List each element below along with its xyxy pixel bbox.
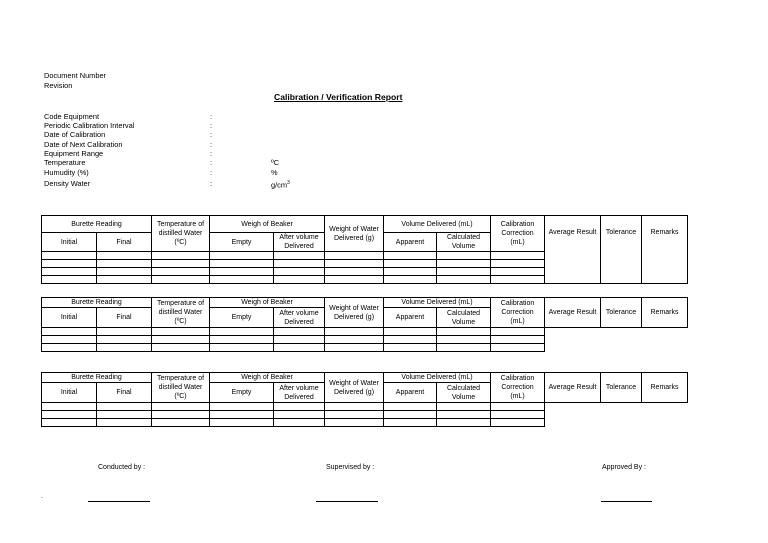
header-average-result: Average Result (545, 373, 601, 403)
field-colon: : (210, 168, 213, 177)
header-tolerance: Tolerance (601, 373, 642, 403)
header-apparent: Apparent (384, 308, 437, 328)
document-number-label: Document Number (44, 71, 107, 80)
header-average-result: Average Result (545, 298, 601, 328)
header-tolerance: Tolerance (601, 298, 642, 328)
header-after-volume: After volume Delivered (274, 233, 325, 252)
conducted-by-label: Conducted by : (98, 464, 146, 471)
field-label-date-next-calibration: Date of Next Calibration (44, 140, 123, 149)
supervised-by-label: Supervised by : (326, 464, 375, 471)
header-remarks: Remarks (642, 216, 688, 284)
header-volume-delivered: Volume Delivered (mL) (384, 373, 491, 383)
header-final: Final (97, 233, 152, 252)
calibration-table-3 (41, 372, 688, 427)
header-calculated-volume: Calculated Volume (437, 308, 491, 328)
header-calibration-correction: Calibration Correction (mL) (491, 216, 545, 252)
header-weight-of-water: Weight of Water Delivered (g) (325, 298, 384, 328)
header-initial: Initial (42, 383, 97, 403)
header-burette-reading: Burette Reading (42, 373, 152, 383)
header-initial: Initial (42, 233, 97, 252)
field-label-code-equipment: Code Equipment (44, 112, 100, 121)
field-unit-temperature: ºC (271, 158, 280, 167)
header-calibration-correction: Calibration Correction (mL) (491, 298, 545, 328)
header-average-result: Average Result (545, 216, 601, 284)
header-after-volume: After volume Delivered (274, 383, 325, 403)
header-empty: Empty (210, 308, 274, 328)
header-empty: Empty (210, 233, 274, 252)
header-burette-reading: Burette Reading (42, 216, 152, 233)
field-colon: : (210, 112, 213, 121)
header-remarks: Remarks (642, 298, 688, 328)
header-calculated-volume: Calculated Volume (437, 383, 491, 403)
header-final: Final (97, 383, 152, 403)
field-label-date-of-calibration: Date of Calibration (44, 130, 106, 139)
field-colon: : (210, 130, 213, 139)
stray-dot: . (41, 493, 43, 500)
header-weigh-of-beaker: Weigh of Beaker (210, 216, 325, 233)
calibration-table-1 (41, 215, 688, 284)
field-label-temperature: Temperature (44, 158, 86, 167)
header-tolerance: Tolerance (601, 216, 642, 284)
field-unit-humidity: % (271, 168, 278, 177)
header-temperature: Temperature of distilled Water (ºC) (152, 216, 210, 252)
header-calibration-correction: Calibration Correction (mL) (491, 373, 545, 403)
header-initial: Initial (42, 308, 97, 328)
header-empty: Empty (210, 383, 274, 403)
field-unit-density: $g/cm^3$ (271, 180, 290, 190)
table-row (42, 328, 688, 336)
field-colon: : (210, 179, 213, 188)
field-colon: : (210, 140, 213, 149)
header-remarks: Remarks (642, 373, 688, 403)
header-apparent: Apparent (384, 233, 437, 252)
field-colon: : (210, 149, 213, 158)
approved-by-label: Approved By : (602, 464, 646, 471)
table-row (42, 403, 688, 411)
header-weight-of-water: Weight of Water Delivered (g) (325, 373, 384, 403)
header-volume-delivered: Volume Delivered (mL) (384, 298, 491, 308)
field-colon: : (210, 121, 213, 130)
header-temperature: Temperature of distilled Water (ºC) (152, 298, 210, 328)
header-burette-reading: Burette Reading (42, 298, 152, 308)
header-temperature: Temperature of distilled Water (ºC) (152, 373, 210, 403)
header-volume-delivered: Volume Delivered (mL) (384, 216, 491, 233)
field-label-density-water: Density Water (44, 179, 91, 188)
header-apparent: Apparent (384, 383, 437, 403)
header-after-volume: After volume Delivered (274, 308, 325, 328)
field-label-humidity: Humudity (%) (44, 168, 89, 177)
header-weigh-of-beaker: Weigh of Beaker (210, 373, 325, 383)
supervised-by-signature-line[interactable] (316, 501, 378, 502)
conducted-by-signature-line[interactable] (88, 501, 150, 502)
field-label-calibration-interval: Periodic Calibration Interval (44, 121, 135, 130)
header-weigh-of-beaker: Weigh of Beaker (210, 298, 325, 308)
header-weight-of-water: Weight of Water Delivered (g) (325, 216, 384, 252)
field-colon: : (210, 158, 213, 167)
field-label-equipment-range: Equipment Range (44, 149, 104, 158)
revision-label: Revision (44, 81, 73, 90)
calibration-table-2 (41, 297, 688, 352)
header-final: Final (97, 308, 152, 328)
report-title: Calibration / Verification Report (274, 92, 403, 102)
header-calculated-volume: Calculated Volume (437, 233, 491, 252)
approved-by-signature-line[interactable] (601, 501, 652, 502)
